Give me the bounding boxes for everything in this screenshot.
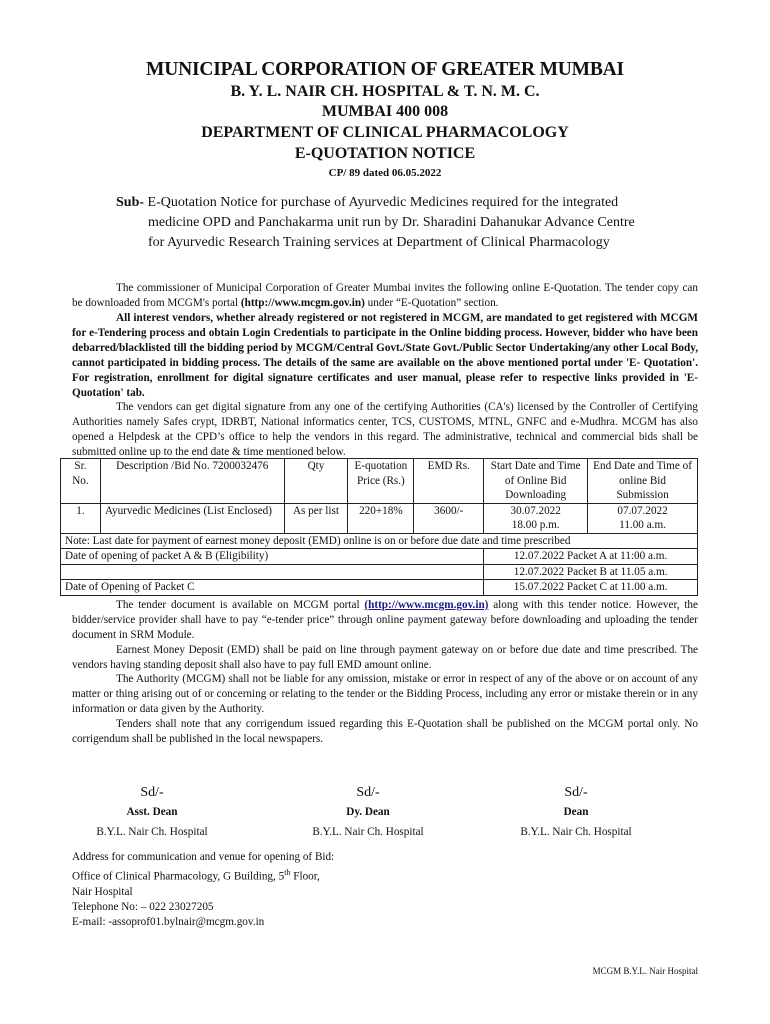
row-price: 220+18% [348,503,414,533]
address-line-3: Nair Hospital [72,885,133,898]
signature-asst-dean [52,784,252,839]
institution: B.Y.L. Nair Ch. Hospital [520,826,632,838]
address-office: Office of Clinical Pharmacology, G Building, 5 [72,870,285,883]
row-start-date: 30.07.2022 [510,504,561,517]
emd-note: Note: Last date for payment of earnest money deposit (EMD) online is on or before due date and time prescribed [61,533,698,549]
signature-dy-dean [268,784,468,839]
paragraph-corrigendum [72,717,698,747]
header-description: Description /Bid No. 7200032476 [100,459,284,504]
paragraph-registration [72,311,698,401]
tender-document-text: The tender document is available on MCGM portal [116,599,360,611]
subject-line-3: for Ayurvedic Research Training services at Department of Clinical Pharmacology [148,235,610,250]
reference-number: CP/ 89 dated 06.05.2022 [328,167,442,179]
subject-label: Sub- [116,195,145,210]
mcgm-portal-link[interactable]: (http://www.mcgm.gov.in) [364,599,489,611]
institution: B.Y.L. Nair Ch. Hospital [312,826,424,838]
opening-ab-row-b [61,564,698,580]
tender-document-text-end: along with this tender notice. However, the bidder/service provider shall have to pay “e-tender price” through online payment gateway before downloading and uploading the tender document in SRM Module. [72,599,698,641]
opening-c-label: Date of Opening of Packet C [61,580,484,596]
address-block [72,850,572,930]
row-qty: As per list [284,503,348,533]
opening-packet-b: 12.07.2022 Packet B at 11.05 a.m. [484,564,698,580]
signature-mark: Sd/- [564,785,588,800]
header-start-date: Start Date and Time of Online Bid Downloading [484,459,588,504]
header-emd: EMD Rs. [414,459,484,504]
opening-packet-c: 15.07.2022 Packet C at 11.00 a.m. [484,580,698,596]
table-note-row [61,533,698,549]
signature-dean [476,784,676,839]
header-sr-no: Sr. No. [61,459,101,504]
opening-packet-a: 12.07.2022 Packet A at 11:00 a.m. [484,549,698,565]
opening-c-row [61,580,698,596]
address-line-1: Address for communication and venue for opening of Bid: [72,851,335,863]
signature-mark: Sd/- [356,785,380,800]
address-line-2 [72,865,572,885]
blank-cell [61,564,484,580]
digital-signature-text: The vendors can get digital signature from any one of the certifying Authorities (CA's) licensed by the Controller of Certifying Authorities namely Safes crypt, IDRBT, National informatics center, TCS, CUSTOMS, MTNL, GNFC and e-Mudhra. MCGM has also opened a Helpdesk at the CPD’s office to help the vendors in this regard. The administrative, technical and commercial bids shall be submitted online up to the end date & time mentioned below. [72,401,698,458]
opening-ab-label: Date of opening of packet A & B (Eligibility) [61,549,484,565]
row-emd: 3600/- [414,503,484,533]
institution: B.Y.L. Nair Ch. Hospital [96,826,208,838]
paragraph-liability [72,672,698,717]
emd-text: Earnest Money Deposit (EMD) shall be paid on line through payment gateway on or before due date and time prescribed. The vendors having standing deposit shall also have to pay full EMD amount online. [72,644,698,671]
header-price: E-quotation Price (Rs.) [348,459,414,504]
row-description: Ayurvedic Medicines (List Enclosed) [100,503,284,533]
designation: Dy. Dean [346,806,390,818]
row-end [588,503,698,533]
designation: Dean [563,806,589,818]
subject-line-1: E-Quotation Notice for purchase of Ayurvedic Medicines required for the integrated [147,195,619,210]
notice-title: E-QUOTATION NOTICE [294,145,476,162]
hospital-name: B. Y. L. NAIR CH. HOSPITAL & T. N. M. C. [230,83,540,100]
tender-table [60,458,698,596]
paragraph-invitation [72,281,698,311]
portal-url: (http://www.mcgm.gov.in) [240,297,365,309]
city-line: MUMBAI 400 008 [321,103,449,120]
registration-text: All interest vendors, whether already registered or not registered in MCGM, are mandated to get registered with MCGM for e-Tendering process and obtain Login Credentials to participate in the Online bidding process. However, bidder who have been debarred/blacklisted till the bidding period by MCGM/Central Govt./State Govt./Public Sector Undertaking/any other Local Body, cannot participated in bidding process. The details of the same are available on the above mentioned portal under 'E- Quotation'. For registration, enrollment for digital signature certificates and user manual, please refer to respective links provided in 'E-Quotation' tab. [72,312,698,399]
row-sr-no: 1. [61,503,101,533]
floor-suffix: th [284,868,291,877]
paragraph-emd [72,643,698,673]
subject-line-2: medicine OPD and Panchakarma unit run by Dr. Sharadini Dahanukar Advance Centre [148,215,635,230]
corporation-title: MUNICIPAL CORPORATION OF GREATER MUMBAI [146,59,624,80]
row-end-time: 11.00 a.m. [619,519,666,531]
row-start-time: 18.00 p.m. [511,519,560,531]
header-end-date: End Date and Time of online Bid Submission [588,459,698,504]
paragraph-digital-signature [72,400,698,460]
email: E-mail: -assoprof01.bylnair@mcgm.gov.in [72,915,265,928]
table-header-row [61,459,698,504]
invitation-text: The commissioner of Municipal Corporation of Greater Mumbai invites the following online E-Quotation. The tender copy can be downloaded from MCGM's portal [72,282,698,309]
telephone: Telephone No: – 022 23027205 [72,900,214,913]
department-name: DEPARTMENT OF CLINICAL PHARMACOLOGY [201,124,569,141]
signature-mark: Sd/- [140,785,164,800]
liability-text: The Authority (MCGM) shall not be liable for any omission, mistake or error in respect of any of the above or on account of any matter or thing arising out of or concerning or relating to the tender or the Bidding Process, including any error or mistake therein or in any information or data given by the Authority. [72,673,698,715]
designation: Asst. Dean [126,806,178,818]
invitation-text-end: under “E-Quotation” section. [367,297,499,309]
opening-ab-row-a [61,549,698,565]
paragraph-tender-document [72,598,698,643]
table-row [61,503,698,533]
page-footer: MCGM B.Y.L. Nair Hospital [592,966,698,976]
row-start [484,503,588,533]
row-end-date: 07.07.2022 [617,504,668,517]
header-qty: Qty [284,459,348,504]
address-floor: Floor, [290,870,320,883]
subject-block [116,193,686,253]
corrigendum-text: Tenders shall note that any corrigendum issued regarding this E-Quotation shall be published on the MCGM portal only. No corrigendum shall be published in the local newspapers. [72,718,698,745]
